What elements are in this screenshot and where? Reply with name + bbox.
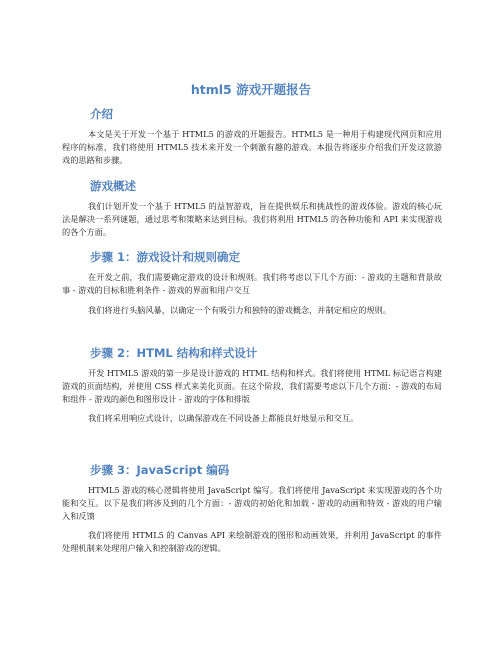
- section-paragraph: 我们将进行头脑风暴，以确定一个有吸引力和独特的游戏概念，并制定相应的规则。: [88, 304, 391, 315]
- section-paragraph: 我们将采用响应式设计，以确保游戏在不同设备上都能良好地显示和交互。: [88, 413, 359, 424]
- section-paragraph: 我们将使用 HTML5 的 Canvas API 来绘制游戏的图形和动画效果，并利用 JavaScript 的事件处理机制来处理用户输入和控制游戏的逻辑。: [62, 530, 442, 554]
- section-heading: 介绍: [90, 107, 113, 121]
- section-paragraph: 在开发之前，我们需要确定游戏的设计和规则。我们将考虑以下几个方面：- 游戏的主题和背景故事 - 游戏的目标和胜利条件 - 游戏的界面和用户交互: [62, 272, 442, 295]
- section-game-overview: [0, 178, 502, 245]
- section-heading: 游戏概述: [90, 179, 136, 193]
- section-heading: 步骤 2：HTML 结构和样式设计: [90, 346, 258, 360]
- section-heading: 步骤 3：JavaScript 编码: [90, 463, 230, 477]
- section-step-2: [0, 345, 502, 432]
- section-paragraph: 本文是关于开发一个基于 HTML5 的游戏的开题报告。HTML5 是一种用于构建现代网页和应用程序的标准，我们将使用 HTML5 技术来开发一个刺激有趣的游戏。本报告将逐步介绍我们开发这款游戏的思路和步骤。: [62, 129, 442, 165]
- section-paragraph: HTML5 游戏的核心逻辑将使用 JavaScript 编写。我们将使用 JavaScript 来实现游戏的各个功能和交互。以下是我们将涉及到的几个方面：- 游戏的初始化和加载 - 游戏的动画和特效 - 游戏的用户输入和反馈: [62, 485, 442, 521]
- section-step-1: [0, 249, 502, 323]
- section-paragraph: 我们计划开发一个基于 HTML5 的益智游戏，旨在提供娱乐和挑战性的游戏体验。游戏的核心玩法是解决一系列谜题，通过思考和策略来达到目标。我们将利用 HTML5 的各种功能和 API 来实现游戏的各个方面。: [62, 201, 442, 237]
- section-step-3: [0, 462, 502, 562]
- document-title: html5 游戏开题报告: [190, 82, 312, 97]
- section-introduction: [0, 106, 502, 173]
- section-paragraph: 开发 HTML5 游戏的第一步是设计游戏的 HTML 结构和样式。我们将使用 HTML 标记语言构建游戏的页面结构，并使用 CSS 样式来美化页面。在这个阶段，我们需要考虑以下几个方面：- 游戏的布局和组件 - 游戏的颜色和图形设计 - 游戏的字体和排版: [62, 368, 442, 404]
- section-heading: 步骤 1：游戏设计和规则确定: [90, 250, 241, 264]
